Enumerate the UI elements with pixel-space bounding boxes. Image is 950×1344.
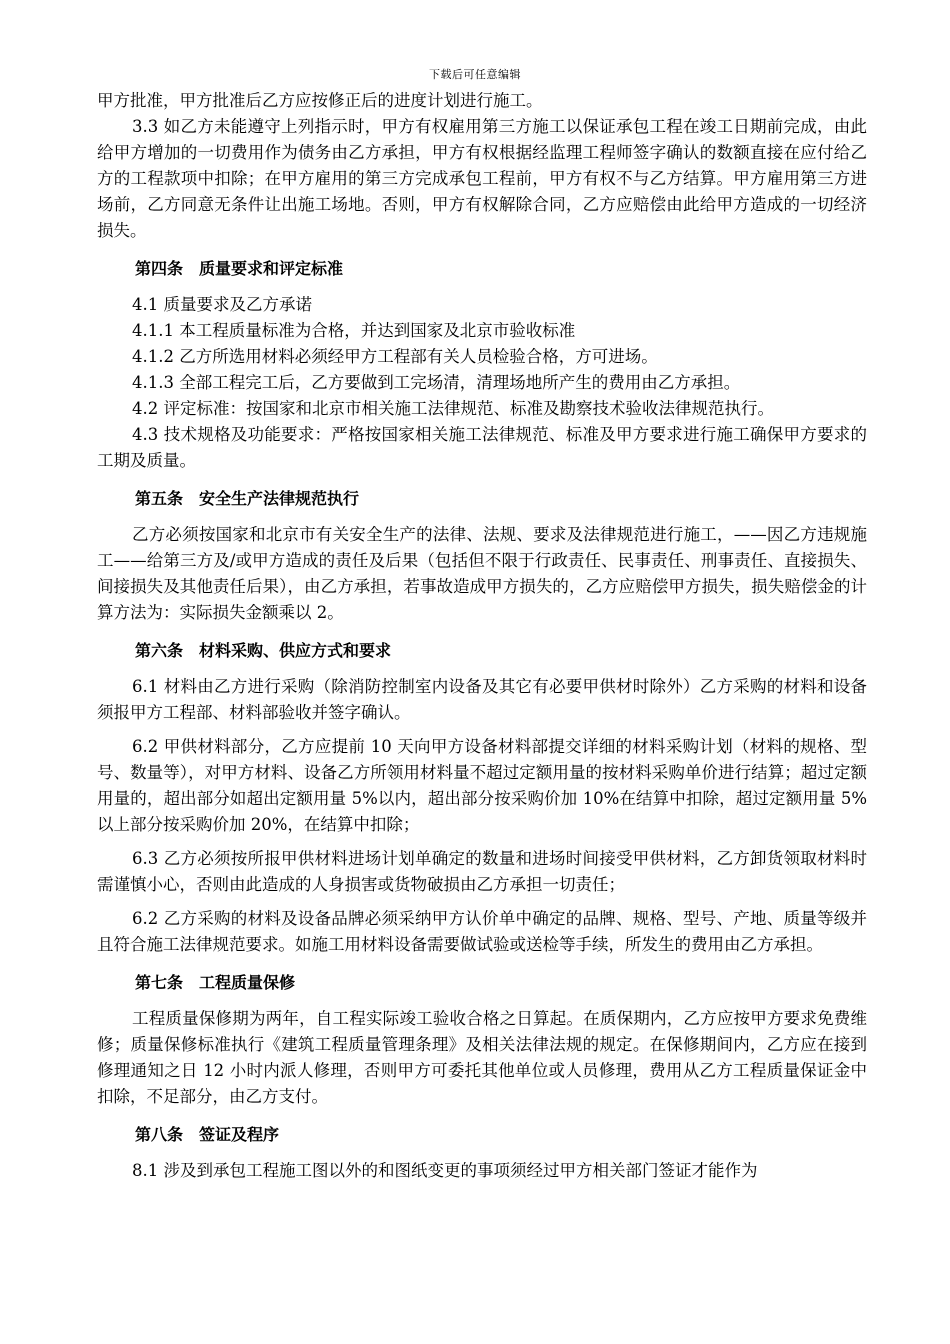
section-heading: 第四条 质量要求和评定标准 <box>135 259 344 278</box>
paragraph: 6.3 乙方必须按所报甲供材料进场计划单确定的数量和进场时间接受甲供材料，乙方卸货领取材料时需谨慎小心，否则由此造成的人身损害或货物破损由乙方承担一切责任； <box>97 849 867 894</box>
paragraph: 8.1 涉及到承包工程施工图以外的和图纸变更的事项须经过甲方相关部门签证才能作为 <box>132 1161 758 1180</box>
paragraph: 3.3 如乙方未能遵守上列指示时，甲方有权雇用第三方施工以保证承包工程在竣工日期前完成，由此给甲方增加的一切费用作为债务由乙方承担，甲方有权根据经监理工程师签字确认的数额直接在应付给乙方的工程款项中扣除；在甲方雇用的第三方完成承包工程前，甲方有权不与乙方结算。甲方雇用第三方进场前，乙方同意无条件让出施工场地。否则，甲方有权解除合同，乙方应赔偿由此给甲方造成的一切经济损失。 <box>97 117 867 240</box>
paragraph: 4.1.3 全部工程完工后，乙方要做到工完场清，清理场地所产生的费用由乙方承担。 <box>132 373 741 392</box>
paragraph: 4.3 技术规格及功能要求：严格按国家相关施工法律规范、标准及甲方要求进行施工确保甲方要求的工期及质量。 <box>97 425 867 470</box>
section-heading: 第六条 材料采购、供应方式和要求 <box>135 641 392 660</box>
paragraph: 甲方批准，甲方批准后乙方应按修正后的进度计划进行施工。 <box>97 91 543 110</box>
page-header: 下载后可任意编辑 <box>429 68 521 81</box>
paragraph: 4.1.1 本工程质量标准为合格，并达到国家及北京市验收标准 <box>132 321 576 340</box>
section-heading: 第七条 工程质量保修 <box>135 973 296 992</box>
paragraph: 6.1 材料由乙方进行采购（除消防控制室内设备及其它有必要甲供材时除外）乙方采购的材料和设备须报甲方工程部、材料部验收并签字确认。 <box>97 677 867 722</box>
paragraph: 4.2 评定标准：按国家和北京市相关施工法律规范、标准及勘察技术验收法律规范执行。 <box>132 399 774 418</box>
paragraph: 4.1.2 乙方所选用材料必须经甲方工程部有关人员检验合格，方可进场。 <box>132 347 658 366</box>
paragraph: 4.1 质量要求及乙方承诺 <box>132 295 312 314</box>
paragraph: 工程质量保修期为两年，自工程实际竣工验收合格之日算起。在质保期内，乙方应按甲方要求免费维修；质量保修标准执行《建筑工程质量管理条理》及相关法律法规的规定。在保修期间内，乙方应在接到修理通知之日 12 小时内派人修理，否则甲方可委托其他单位或人员修理，费用从乙方工程质量保证金中扣除，不足部分，由乙方支付。 <box>97 1009 867 1106</box>
paragraph: 6.2 甲供材料部分，乙方应提前 10 天向甲方设备材料部提交详细的材料采购计划（材料的规格、型号、数量等），对甲方材料、设备乙方所领用材料量不超过定额用量的按材料采购单价进行结算；超过定额用量的，超出部分如超出定额用量 5%以内，超出部分按采购价加 10%在结算中扣除，超过定额用量 5%以上部分按采购价加 20%，在结算中扣除； <box>97 737 867 834</box>
section-heading: 第五条 安全生产法律规范执行 <box>135 489 360 508</box>
paragraph: 6.2 乙方采购的材料及设备品牌必须采纳甲方认价单中确定的品牌、规格、型号、产地、质量等级并且符合施工法律规范要求。如施工用材料设备需要做试验或送检等手续，所发生的费用由乙方承担。 <box>97 909 867 954</box>
section-heading: 第八条 签证及程序 <box>135 1125 280 1144</box>
document-body <box>97 88 867 1184</box>
paragraph: 乙方必须按国家和北京市有关安全生产的法律、法规、要求及法律规范进行施工，——因乙方违规施工——给第三方及/或甲方造成的责任及后果（包括但不限于行政责任、民事责任、刑事责任、直接损失、间接损失及其他责任后果），由乙方承担，若事故造成甲方损失的，乙方应赔偿甲方损失，损失赔偿金的计算方法为：实际损失金额乘以 2。 <box>97 525 867 622</box>
